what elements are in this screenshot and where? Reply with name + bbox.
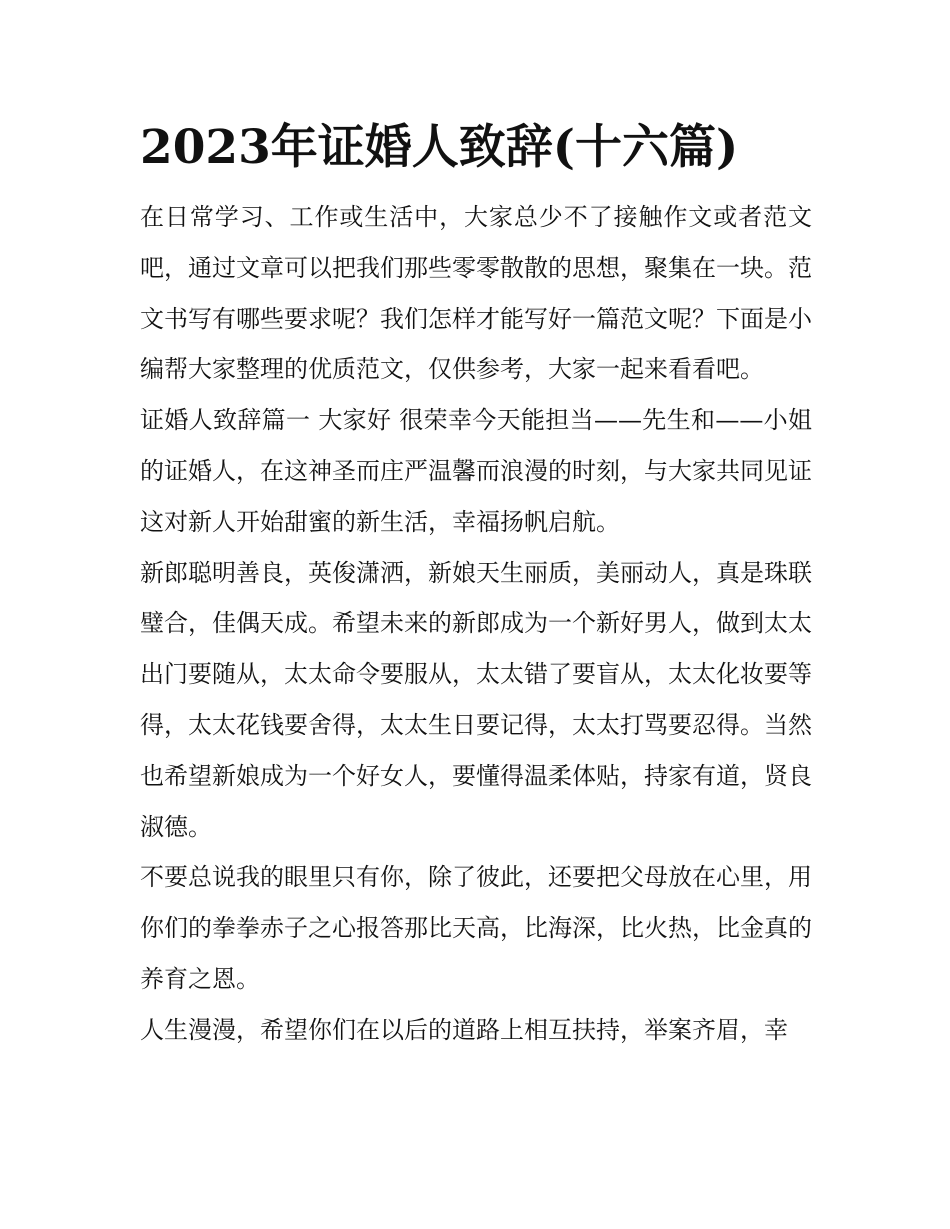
intro-paragraph: 在日常学习、工作或生活中，大家总少不了接触作文或者范文吧，通过文章可以把我们那些零零散散的思想，聚集在一块。范文书写有哪些要求呢？我们怎样才能写好一篇范文呢？下面是小编帮大家整理的优质范文，仅供参考，大家一起来看看吧。 (140, 203, 812, 384)
body-paragraph: 人生漫漫，希望你们在以后的道路上相互扶持，举案齐眉，幸 (140, 1015, 788, 1044)
document-page (140, 118, 812, 1056)
document-title: 2023年证婚人致辞(十六篇) (140, 120, 739, 175)
body-paragraph: 证婚人致辞篇一 大家好 很荣幸今天能担当——先生和——小姐的证婚人，在这神圣而庄严温馨而浪漫的时刻，与大家共同见证这对新人开始甜蜜的新生活，幸福扬帆启航。 (140, 406, 812, 536)
body-paragraph: 不要总说我的眼里只有你，除了彼此，还要把父母放在心里，用你们的拳拳赤子之心报答那比天高，比海深，比火热，比金真的养育之恩。 (140, 863, 812, 993)
body-paragraph: 新郎聪明善良，英俊潇洒，新娘天生丽质，美丽动人，真是珠联璧合，佳偶天成。希望未来的新郎成为一个新好男人，做到太太出门要随从，太太命令要服从，太太错了要盲从，太太化妆要等得，太太花钱要舍得，太太生日要记得，太太打骂要忍得。当然也希望新娘成为一个好女人，要懂得温柔体贴，持家有道，贤良淑德。 (140, 558, 812, 841)
